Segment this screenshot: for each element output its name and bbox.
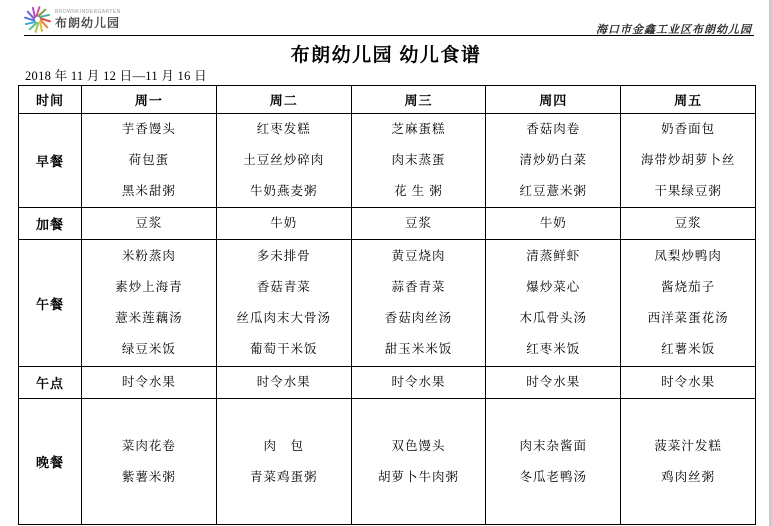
dish-item: 多未排骨 <box>256 249 311 263</box>
dish-item: 紫薯米粥 <box>121 469 176 484</box>
menu-cell-afternoon-snack-day-3 <box>351 367 486 399</box>
dish-item: 绿豆米饭 <box>121 342 176 356</box>
dish-item: 豆浆 <box>135 216 163 230</box>
menu-table <box>18 85 756 525</box>
menu-cell-afternoon-snack-day-2 <box>216 367 351 399</box>
meal-row-afternoon-snack <box>19 367 756 399</box>
dish-item: 时令水果 <box>256 375 311 389</box>
dish-item: 双色馒头 <box>391 438 446 453</box>
dish-item: 西洋菜蛋花汤 <box>647 311 729 325</box>
menu-cell-morning-snack-day-4 <box>486 208 621 240</box>
dish-item: 菜肉花卷 <box>121 438 176 453</box>
dish-item: 时令水果 <box>526 375 581 389</box>
dish-item: 豆浆 <box>404 216 432 230</box>
dish-item: 红薯米饭 <box>661 342 716 356</box>
menu-cell-breakfast-day-1 <box>82 114 217 208</box>
menu-cell-morning-snack-day-5 <box>621 208 756 240</box>
meal-row-breakfast <box>19 114 756 208</box>
dish-item: 酱烧茄子 <box>661 280 716 294</box>
menu-cell-dinner-day-3 <box>351 399 486 525</box>
col-header-day-5: 周五 <box>621 86 756 114</box>
menu-cell-breakfast-day-2 <box>216 114 351 208</box>
menu-cell-dinner-day-5 <box>621 399 756 525</box>
dish-item: 红豆薏米粥 <box>519 184 588 198</box>
school-name-header: 海口市金鑫工业区布朗幼儿园 <box>596 24 752 36</box>
dish-item: 木瓜骨头汤 <box>519 311 588 325</box>
meal-label-afternoon-snack: 午点 <box>19 367 82 399</box>
dish-item: 花 生 粥 <box>394 184 443 198</box>
meal-label-dinner: 晚餐 <box>19 399 82 525</box>
dish-item: 时令水果 <box>391 375 446 389</box>
menu-cell-afternoon-snack-day-4 <box>486 367 621 399</box>
dish-item: 芝麻蛋糕 <box>391 122 446 136</box>
dish-item: 青菜鸡蛋粥 <box>249 469 318 484</box>
dish-item: 黑米甜粥 <box>121 184 176 198</box>
dish-item: 芋香馒头 <box>121 122 176 136</box>
menu-cell-afternoon-snack-day-5 <box>621 367 756 399</box>
dish-item: 香菇青菜 <box>256 280 311 294</box>
header-divider <box>24 35 754 36</box>
dish-item: 肉 包 <box>263 438 304 453</box>
dish-item: 素炒上海青 <box>115 280 183 294</box>
logo-brand-cn: 布朗幼儿园 <box>55 16 121 30</box>
dish-item: 香菇肉卷 <box>526 122 581 136</box>
logo-text <box>55 10 121 29</box>
menu-cell-afternoon-snack-day-1 <box>82 367 217 399</box>
dish-item: 胡萝卜牛肉粥 <box>377 469 459 484</box>
menu-cell-lunch-day-5 <box>621 240 756 367</box>
dish-item: 凤梨炒鸭肉 <box>654 249 722 263</box>
dish-item: 红枣米饭 <box>526 342 581 356</box>
dish-item: 蒜香青菜 <box>391 280 446 294</box>
dish-item: 红枣发糕 <box>256 122 311 136</box>
col-header-time: 时间 <box>19 86 82 114</box>
menu-cell-lunch-day-3 <box>351 240 486 367</box>
dish-item: 甜玉米米饭 <box>384 342 453 356</box>
page-title: 布朗幼儿园 幼儿食谱 <box>290 45 482 66</box>
dish-item: 黄豆烧肉 <box>391 249 446 263</box>
dish-item: 清蒸鲜虾 <box>526 249 581 263</box>
dish-item: 薏米莲藕汤 <box>115 311 183 325</box>
meal-label-lunch: 午餐 <box>19 240 82 367</box>
menu-cell-dinner-day-2 <box>216 399 351 525</box>
menu-cell-dinner-day-4 <box>486 399 621 525</box>
dish-item: 干果绿豆粥 <box>654 184 722 198</box>
meal-row-morning-snack <box>19 208 756 240</box>
dish-item: 豆浆 <box>674 216 702 230</box>
menu-cell-breakfast-day-3 <box>351 114 486 208</box>
dish-item: 荷包蛋 <box>128 153 170 167</box>
meal-row-lunch <box>19 240 756 367</box>
kindergarten-logo <box>24 6 121 33</box>
dish-item: 菠菜汁发糕 <box>654 438 722 453</box>
menu-cell-morning-snack-day-3 <box>351 208 486 240</box>
col-header-day-2: 周二 <box>216 86 351 114</box>
dish-item: 肉末蒸蛋 <box>391 153 446 167</box>
dish-item: 时令水果 <box>661 375 716 389</box>
meal-label-breakfast: 早餐 <box>19 114 82 208</box>
dish-item: 肉末杂酱面 <box>519 438 588 453</box>
menu-cell-morning-snack-day-2 <box>216 208 351 240</box>
menu-cell-lunch-day-1 <box>82 240 217 367</box>
logo-brand-en: BROWNKINDERGARTEN <box>55 9 121 15</box>
dish-item: 土豆丝炒碎肉 <box>243 153 325 167</box>
dish-item: 时令水果 <box>121 375 176 389</box>
col-header-day-4: 周四 <box>486 86 621 114</box>
menu-cell-dinner-day-1 <box>82 399 217 525</box>
dish-item: 奶香面包 <box>661 122 716 136</box>
dish-item: 牛奶 <box>270 216 298 230</box>
dish-item: 牛奶燕麦粥 <box>249 184 318 198</box>
dish-item: 香菇肉丝汤 <box>384 311 453 325</box>
dish-item: 爆炒菜心 <box>526 280 581 294</box>
menu-cell-breakfast-day-5 <box>621 114 756 208</box>
dish-item: 牛奶 <box>539 216 567 230</box>
col-header-day-1: 周一 <box>82 86 217 114</box>
dish-item: 米粉蒸肉 <box>121 249 176 263</box>
meal-label-morning-snack: 加餐 <box>19 208 82 240</box>
dish-item: 丝瓜肉末大骨汤 <box>236 311 331 325</box>
menu-cell-lunch-day-4 <box>486 240 621 367</box>
menu-cell-morning-snack-day-1 <box>82 208 217 240</box>
pinwheel-logo-icon <box>24 6 51 33</box>
col-header-day-3: 周三 <box>351 86 486 114</box>
meal-row-dinner <box>19 399 756 525</box>
table-header-row <box>19 86 756 114</box>
menu-cell-breakfast-day-4 <box>486 114 621 208</box>
date-range: 2018 年 11 月 12 日—11 月 16 日 <box>25 69 207 83</box>
dish-item: 葡萄干米饭 <box>249 342 318 356</box>
dish-item: 清炒奶白菜 <box>519 153 588 167</box>
dish-item: 鸡肉丝粥 <box>661 469 716 484</box>
dish-item: 冬瓜老鸭汤 <box>519 469 588 484</box>
dish-item: 海带炒胡萝卜丝 <box>640 153 736 167</box>
menu-cell-lunch-day-2 <box>216 240 351 367</box>
